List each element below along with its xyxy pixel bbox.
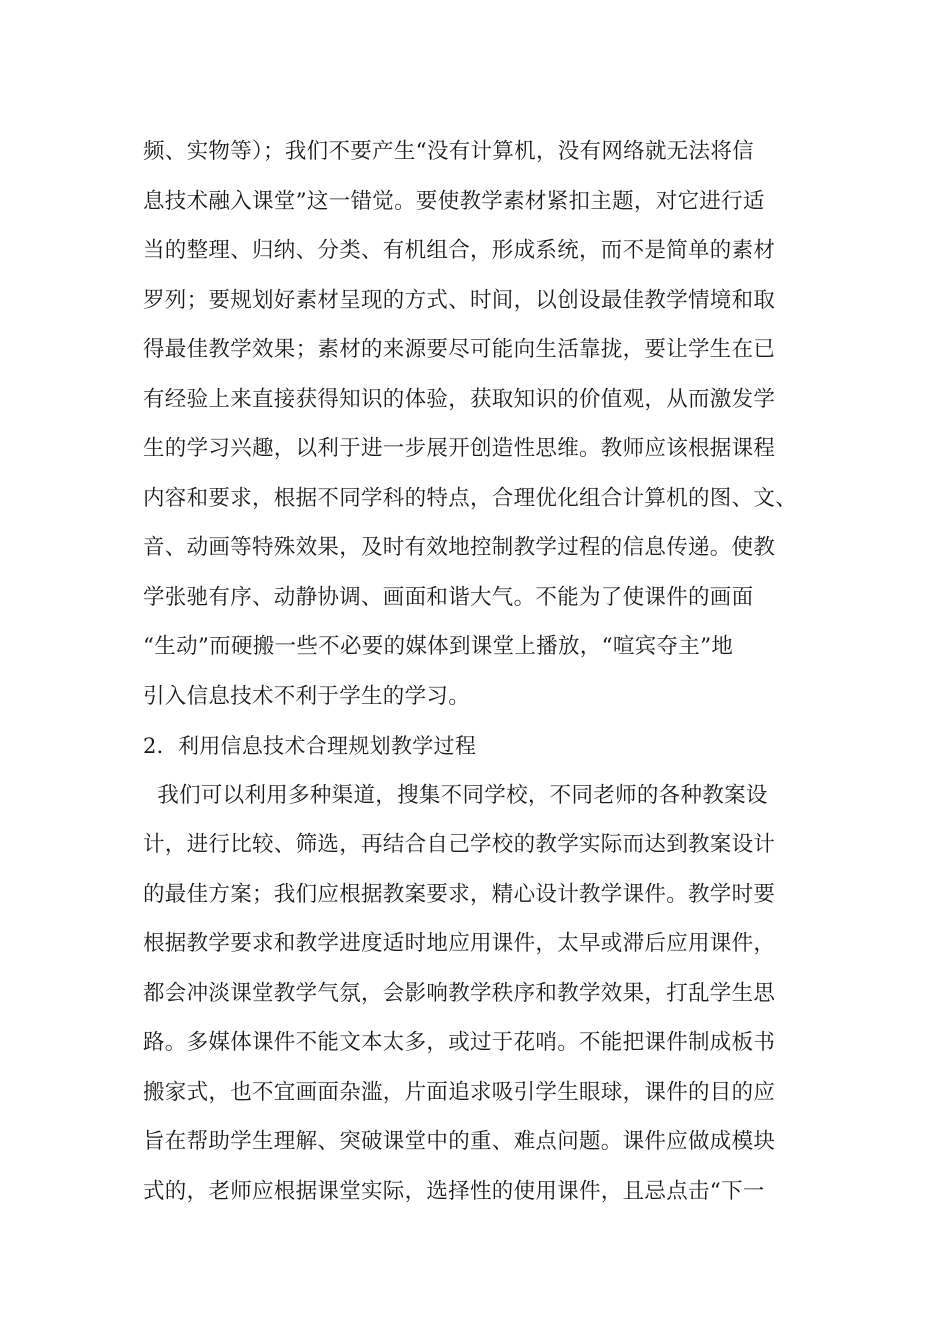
section-heading: 2．利用信息技术合理规划教学过程 [143,734,477,758]
body-text-line: 有经验上来直接获得知识的体验，获取知识的价值观，从而激发学 [143,387,776,412]
body-text-line: 根据教学要求和教学进度适时地应用课件，太早或滞后应用课件， [143,931,776,956]
body-text-line: 音、动画等特殊效果，及时有效地控制教学过程的信息传递。使教 [143,535,776,560]
body-text-line: 都会冲淡课堂教学气氛，会影响教学秩序和教学效果，打乱学生思 [143,981,776,1006]
body-text-line: 的最佳方案；我们应根据教案要求，精心设计教学课件。教学时要 [143,882,776,907]
body-text-line: 当的整理、归纳、分类、有机组合，形成系统，而不是简单的素材 [143,238,776,263]
body-text-line: 式的，老师应根据课堂实际，选择性的使用课件，且忌点击“下一 [143,1179,765,1204]
body-text-line: 罗列；要规划好素材呈现的方式、时间，以创设最佳教学情境和取 [143,288,776,313]
body-text-line: 引入信息技术不利于学生的学习。 [143,684,471,709]
body-text-line: 频、实物等）；我们不要产生“没有计算机，没有网络就无法将信 [143,139,754,164]
body-text-line: 得最佳教学效果；素材的来源要尽可能向生活靠拢，要让学生在已 [143,337,776,362]
body-text-line: 旨在帮助学生理解、突破课堂中的重、难点问题。课件应做成模块 [143,1129,776,1154]
body-text-line: 生的学习兴趣，以利于进一步展开创造性思维。教师应该根据课程 [143,436,776,461]
body-text-line: 我们可以利用多种渠道，搜集不同学校，不同老师的各种教案设 [143,783,768,808]
body-text-line: 路。多媒体课件不能文本太多，或过于花哨。不能把课件制成板书 [143,1030,776,1055]
body-text-line: 学张驰有序、动静协调、画面和谐大气。不能为了使课件的画面 [143,585,754,610]
body-text-line: 息技术融入课堂”这一错觉。要使教学素材紧扣主题，对它进行适 [143,189,765,214]
body-text-line: 内容和要求，根据不同学科的特点，合理优化组合计算机的图、文、 [143,486,798,511]
body-text-line: 计，进行比较、筛选，再结合自己学校的教学实际而达到教案设计 [143,832,776,857]
body-text-line: 搬家式，也不宜画面杂滥，片面追求吸引学生眼球，课件的目的应 [143,1080,776,1105]
body-text-line: “生动”而硬搬一些不必要的媒体到课堂上播放，“喧宾夺主”地 [143,634,734,659]
